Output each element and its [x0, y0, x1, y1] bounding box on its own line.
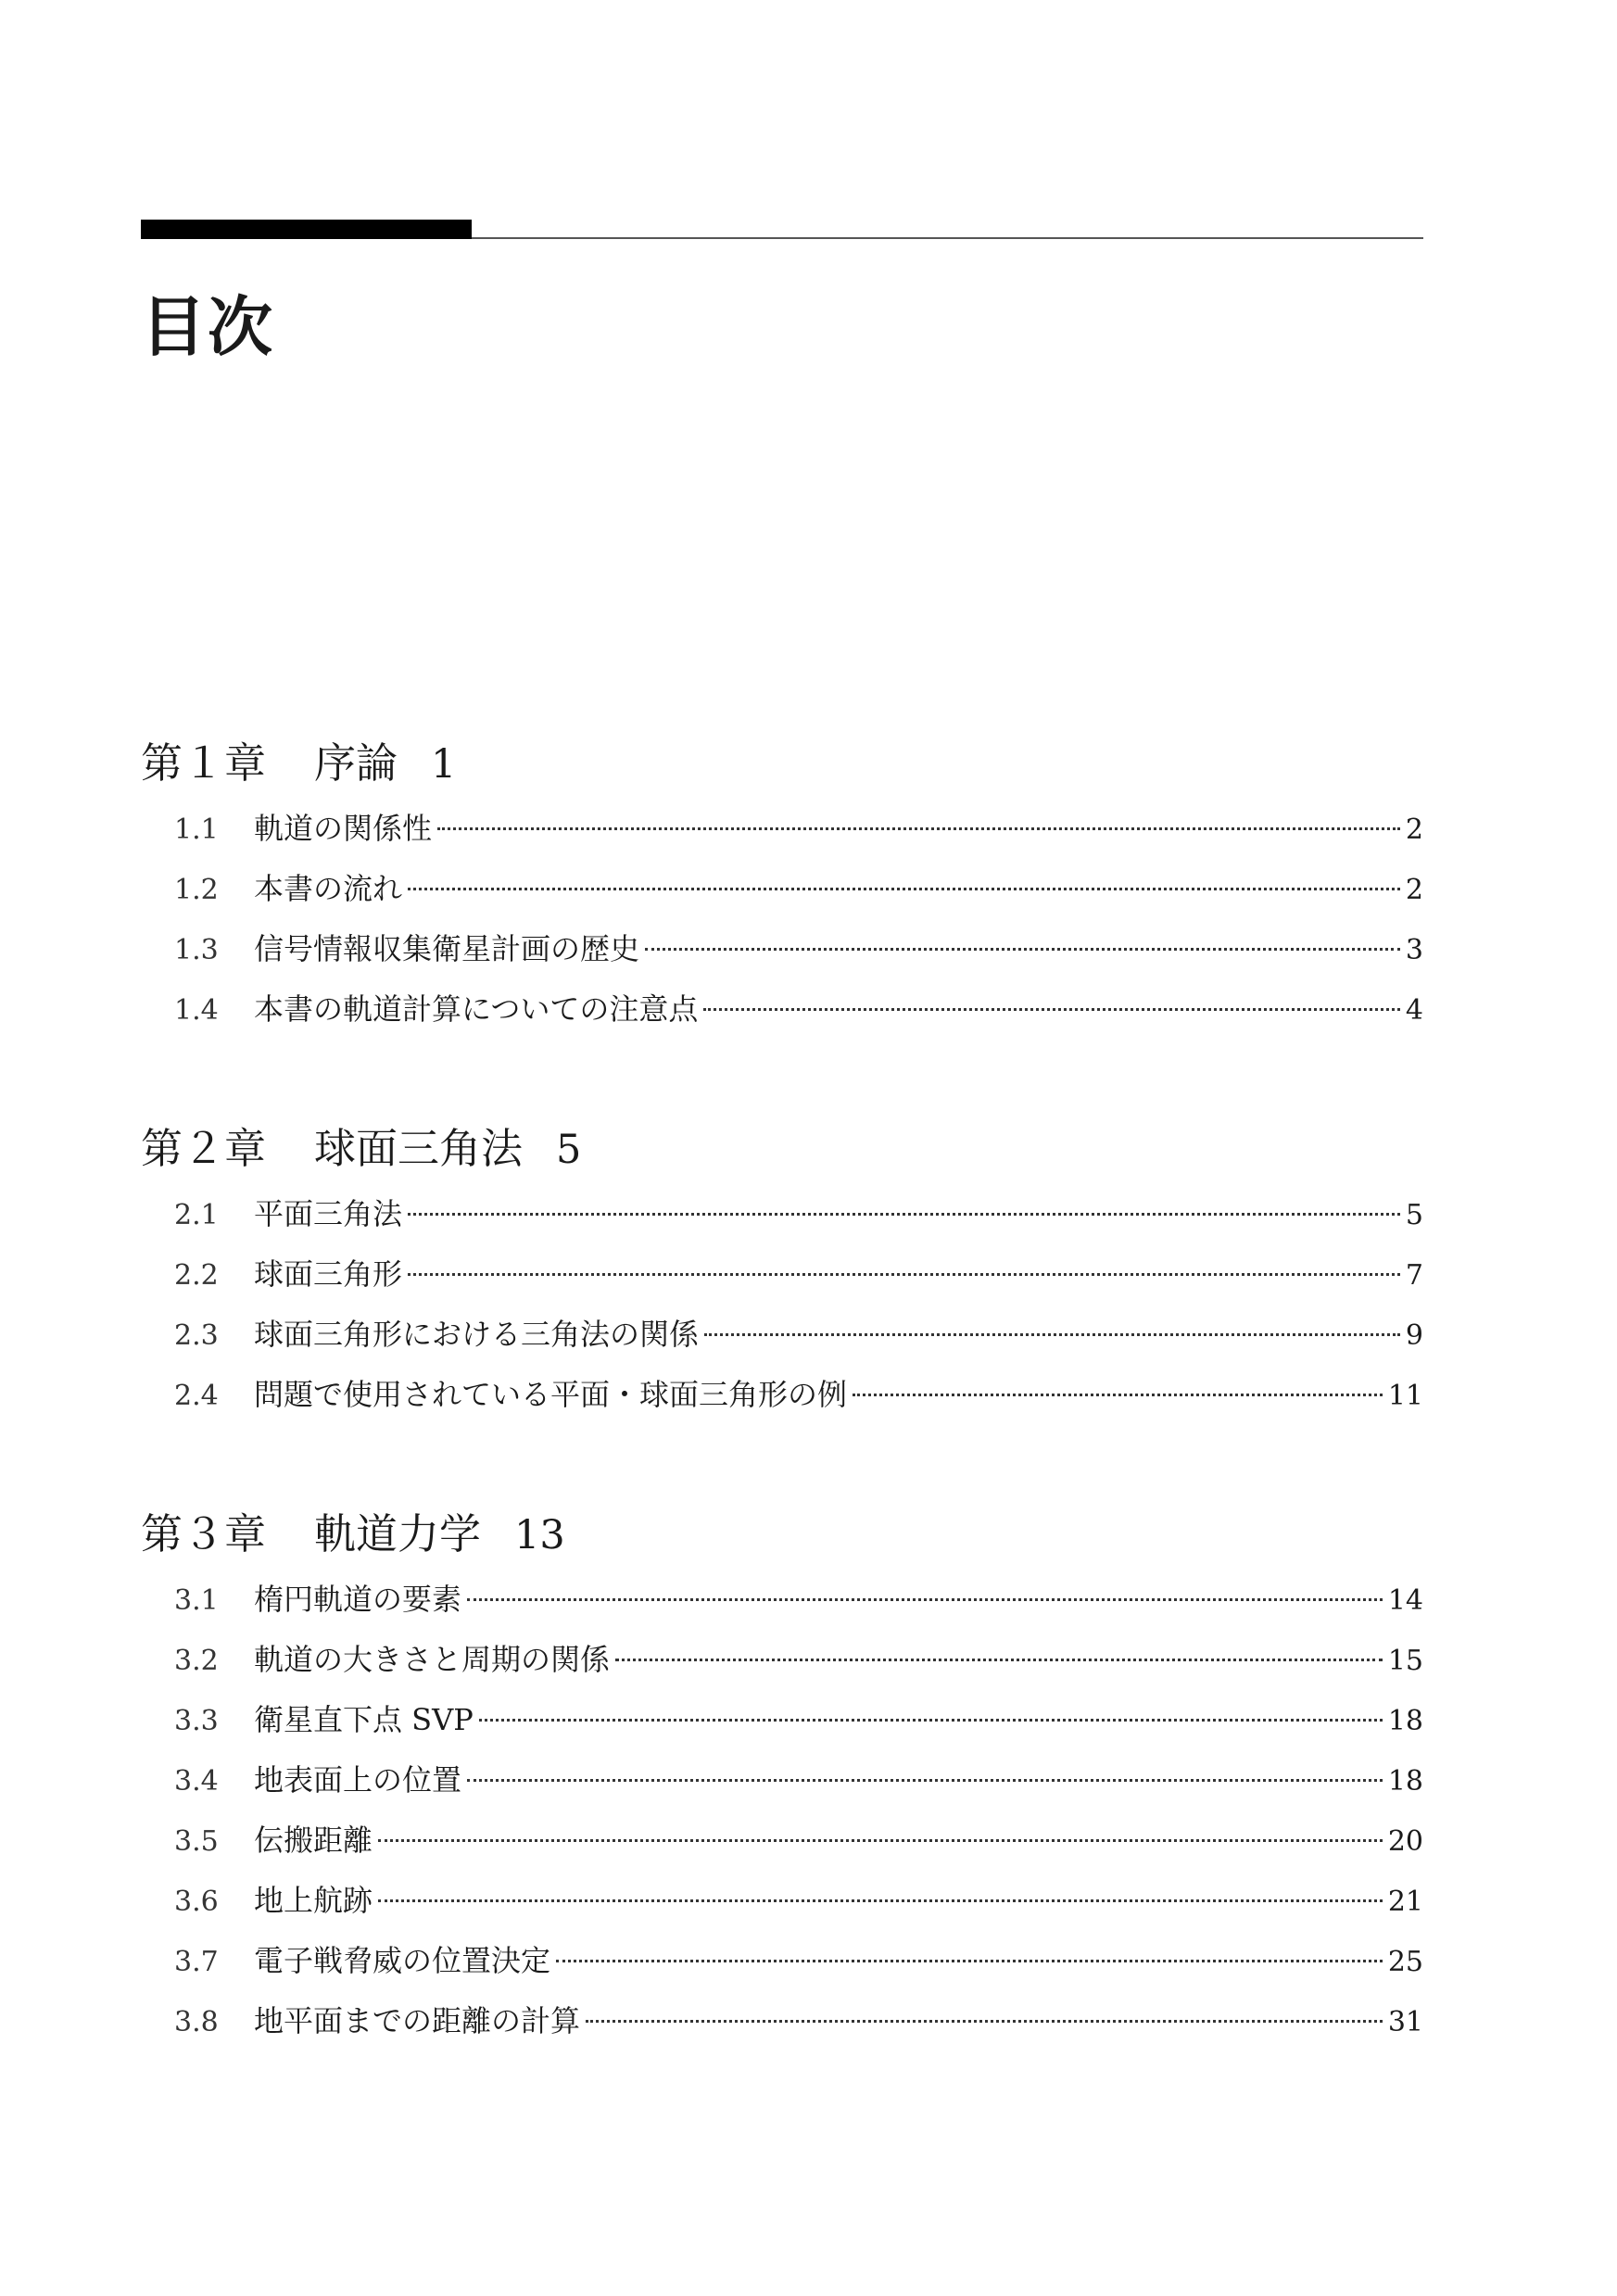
dot-leader [586, 2020, 1383, 2023]
section-page-number: 20 [1387, 1825, 1423, 1858]
section-number: 3.8 [174, 2006, 219, 2038]
section-title: 平面三角法 [254, 1196, 403, 1231]
toc-entry[interactable] [141, 799, 1423, 859]
dot-leader [479, 1719, 1383, 1722]
section-page-number: 14 [1387, 1584, 1423, 1617]
section-number: 1.1 [174, 814, 219, 846]
section-title: 本書の流れ [254, 871, 403, 906]
toc-entry[interactable] [141, 919, 1423, 979]
toc-entry[interactable] [141, 1305, 1423, 1365]
toc-entry[interactable] [141, 979, 1423, 1040]
chapter-2 [141, 1114, 1423, 1425]
toc-entry[interactable] [141, 1244, 1423, 1305]
chapter-page-number: 5 [556, 1127, 582, 1173]
section-number: 1.2 [174, 874, 219, 906]
toc-entry[interactable] [141, 1570, 1423, 1630]
section-number: 3.6 [174, 1886, 219, 1918]
section-page-number: 2 [1405, 814, 1423, 846]
section-page-number: 18 [1387, 1705, 1423, 1737]
section-title: 地表面上の位置 [254, 1762, 462, 1798]
table-of-contents [141, 728, 1423, 2126]
chapter-title: 球面三角法 [314, 1124, 524, 1173]
section-number: 2.1 [174, 1199, 219, 1231]
dot-leader [408, 1213, 1400, 1216]
section-title: 球面三角形における三角法の関係 [254, 1317, 700, 1352]
section-title: 地上航跡 [254, 1883, 373, 1918]
section-number: 3.4 [174, 1765, 219, 1798]
chapter-heading[interactable] [141, 1114, 1423, 1184]
chapter-heading[interactable] [141, 728, 1423, 799]
section-title: 問題で使用されている平面・球面三角形の例 [254, 1377, 848, 1412]
section-page-number: 5 [1405, 1199, 1423, 1231]
dot-leader [615, 1659, 1383, 1661]
section-number: 3.1 [174, 1584, 219, 1617]
chapter-heading[interactable] [141, 1499, 1423, 1570]
section-page-number: 21 [1387, 1886, 1423, 1918]
toc-entry[interactable] [141, 1365, 1423, 1425]
dot-leader [408, 888, 1400, 890]
section-page-number: 4 [1405, 994, 1423, 1027]
toc-entry[interactable] [141, 1991, 1423, 2051]
toc-entry[interactable] [141, 1750, 1423, 1810]
section-title: 本書の軌道計算についての注意点 [254, 991, 699, 1027]
section-page-number: 18 [1387, 1765, 1423, 1798]
chapter-title: 軌道力学 [314, 1509, 482, 1558]
toc-entry[interactable] [141, 1810, 1423, 1871]
section-page-number: 15 [1387, 1645, 1423, 1677]
chapter-title: 序論 [314, 738, 398, 788]
section-page-number: 11 [1387, 1380, 1423, 1412]
section-number: 2.3 [174, 1319, 219, 1352]
dot-leader [437, 827, 1400, 830]
section-number: 3.5 [174, 1825, 219, 1858]
section-number: 1.3 [174, 934, 219, 966]
dot-leader [408, 1273, 1400, 1276]
toc-entry[interactable] [141, 1871, 1423, 1931]
section-page-number: 25 [1387, 1946, 1423, 1978]
toc-entry[interactable] [141, 1630, 1423, 1690]
chapter-1 [141, 728, 1423, 1040]
section-title: 球面三角形 [254, 1256, 403, 1292]
dot-leader [703, 1008, 1400, 1011]
dot-leader [467, 1779, 1383, 1782]
section-title: 信号情報収集衛星計画の歴史 [254, 931, 640, 966]
dot-leader [378, 1839, 1383, 1842]
section-title: 伝搬距離 [254, 1823, 373, 1858]
section-title: 地平面までの距離の計算 [254, 2003, 581, 2038]
header-rule-thin [472, 237, 1423, 239]
chapter-page-number: 13 [514, 1512, 565, 1558]
section-number: 2.2 [174, 1259, 219, 1292]
toc-entry[interactable] [141, 1931, 1423, 1991]
section-page-number: 7 [1405, 1259, 1423, 1292]
section-title: 衛星直下点 SVP [254, 1702, 474, 1737]
toc-entry[interactable] [141, 859, 1423, 919]
dot-leader [467, 1598, 1383, 1601]
chapter-3 [141, 1499, 1423, 2051]
chapter-label: 第１章 [141, 738, 267, 788]
chapter-page-number: 1 [431, 741, 457, 788]
section-number: 3.2 [174, 1645, 219, 1677]
page-title: 目次 [141, 288, 274, 365]
section-page-number: 2 [1405, 874, 1423, 906]
section-page-number: 9 [1405, 1319, 1423, 1352]
section-page-number: 3 [1405, 934, 1423, 966]
dot-leader [378, 1899, 1383, 1902]
chapter-label: 第３章 [141, 1509, 267, 1558]
toc-entry[interactable] [141, 1690, 1423, 1750]
header-rule-thick [141, 220, 472, 239]
toc-entry[interactable] [141, 1184, 1423, 1244]
section-page-number: 31 [1387, 2006, 1423, 2038]
section-number: 3.7 [174, 1946, 219, 1978]
section-title: 軌道の関係性 [254, 811, 433, 846]
section-number: 3.3 [174, 1705, 219, 1737]
dot-leader [645, 948, 1400, 951]
section-number: 1.4 [174, 994, 219, 1027]
section-title: 楕円軌道の要素 [254, 1582, 462, 1617]
dot-leader [853, 1394, 1383, 1396]
section-number: 2.4 [174, 1380, 219, 1412]
section-title: 電子戦脅威の位置決定 [254, 1943, 551, 1978]
dot-leader [704, 1333, 1400, 1336]
chapter-label: 第２章 [141, 1124, 267, 1173]
section-title: 軌道の大きさと周期の関係 [254, 1642, 611, 1677]
dot-leader [556, 1960, 1383, 1962]
